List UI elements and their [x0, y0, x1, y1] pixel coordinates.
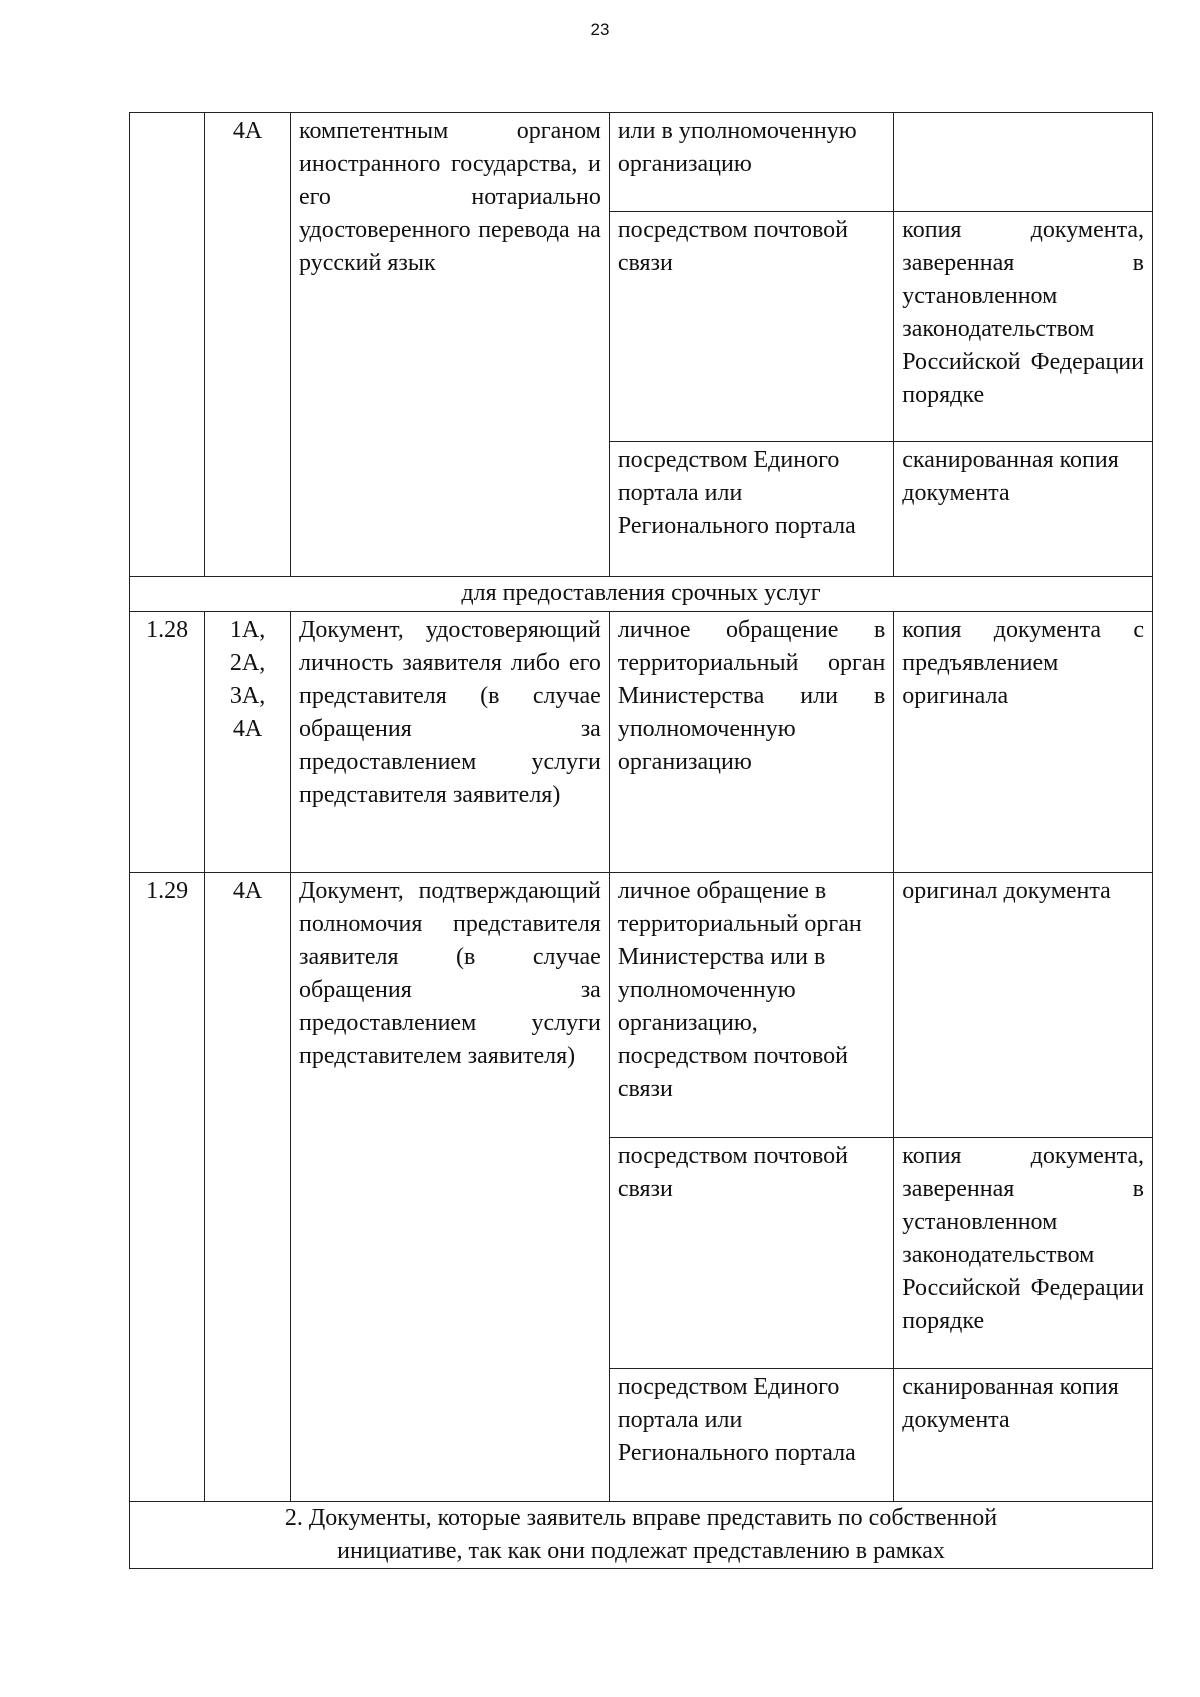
section-header-row — [130, 577, 1153, 612]
cell-form — [894, 113, 1153, 212]
cell-form: копия документа, заверенная в установленном законодательством Российской Федерации порядке — [894, 1138, 1153, 1369]
page-number: 23 — [590, 20, 610, 39]
section-title-2: 2. Документы, которые заявитель вправе представить по собственной инициативе, так как они подлежат представлению в рамках — [130, 1502, 1153, 1569]
cell-form: сканированная копия документа — [894, 442, 1153, 577]
section-header-row — [130, 1502, 1153, 1569]
cell-number: 1.29 — [130, 873, 205, 1502]
cell-category: 1А, 2А, 3А, 4А — [205, 612, 291, 873]
cell-method: личное обращение в территориальный орган Министерства или в уполномоченную организацию, посредством почтовой связи — [609, 873, 893, 1138]
cell-method: или в уполномоченную организацию — [609, 113, 893, 212]
cell-form: копия документа с предъявлением оригинала — [894, 612, 1153, 873]
cell-method: посредством Единого портала или Регионального портала — [609, 1369, 893, 1502]
section-title-urgent: для предоставления срочных услуг — [130, 577, 1153, 612]
cell-method: посредством почтовой связи — [609, 1138, 893, 1369]
cell-form: оригинал документа — [894, 873, 1153, 1138]
cell-document: Документ, удостоверяющий личность заявителя либо его представителя (в случае обращения за предоставлением услуги представителя заявителя) — [291, 612, 610, 873]
cell-document: компетентным органом иностранного государства, и его нотариально удостоверенного перевода на русский язык — [291, 113, 610, 577]
cell-number — [130, 113, 205, 577]
cell-document: Документ, подтверждающий полномочия представителя заявителя (в случае обращения за предоставлением услуги представителем заявителя) — [291, 873, 610, 1502]
table-row — [130, 113, 1153, 212]
table-row — [130, 873, 1153, 1138]
documents-table — [129, 112, 1153, 1569]
cell-form: сканированная копия документа — [894, 1369, 1153, 1502]
table-row — [130, 612, 1153, 873]
cell-method: посредством Единого портала или Регионального портала — [609, 442, 893, 577]
cell-form: копия документа, заверенная в установленном законодательством Российской Федерации порядке — [894, 212, 1153, 442]
cell-category: 4А — [205, 113, 291, 577]
cell-method: посредством почтовой связи — [609, 212, 893, 442]
cell-category: 4А — [205, 873, 291, 1502]
cell-number: 1.28 — [130, 612, 205, 873]
cell-method: личное обращение в территориальный орган Министерства или в уполномоченную организацию — [609, 612, 893, 873]
